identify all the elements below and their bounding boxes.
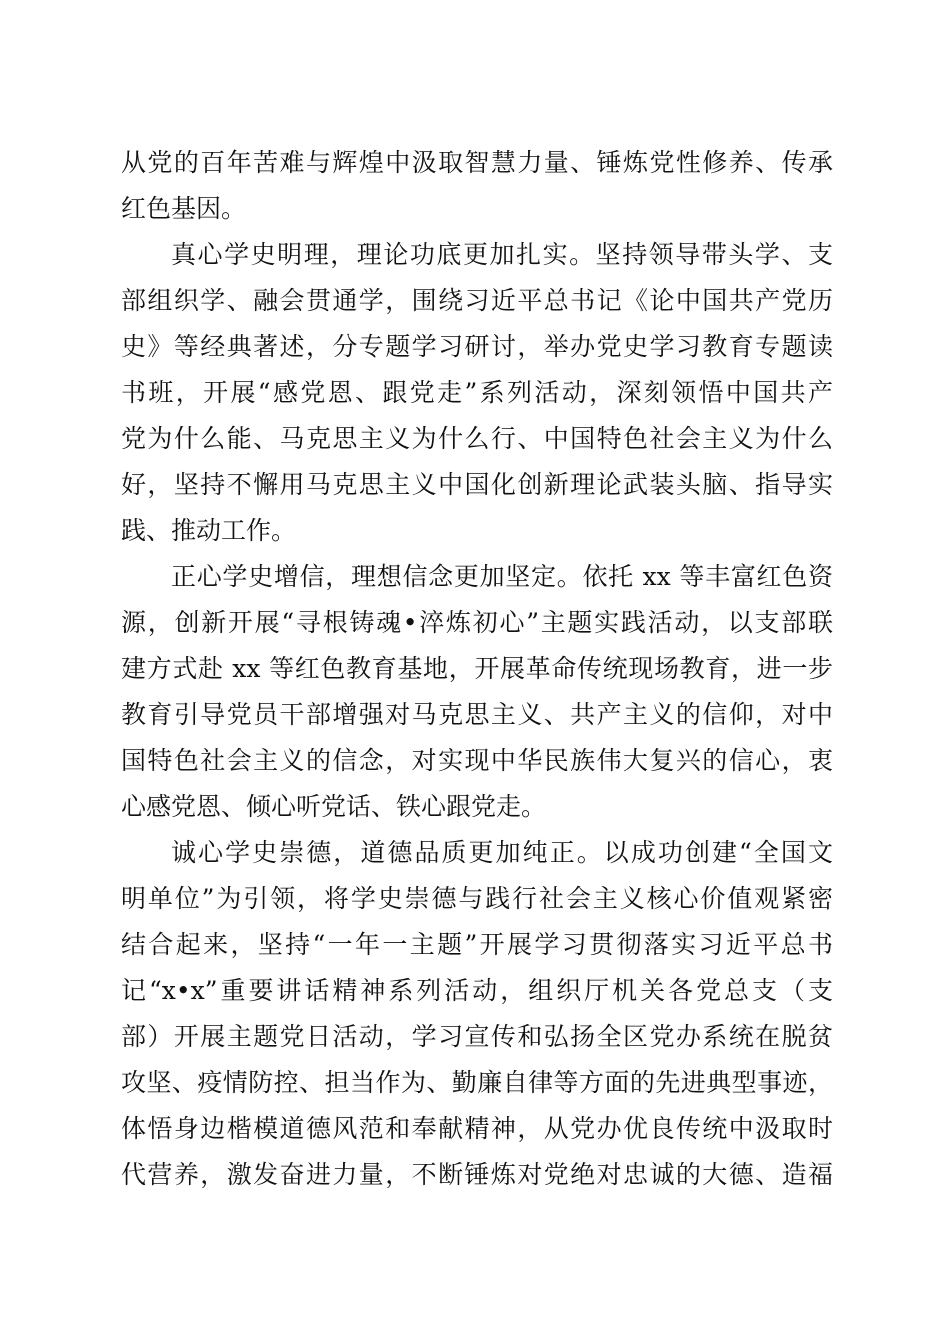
text-line: 从党的百年苦难与辉煌中汲取智慧力量、锤炼党性修养、传承	[121, 148, 833, 177]
text-line: 建方式赴 xx 等红色教育基地，开展革命传统现场教育，进一步	[121, 654, 833, 683]
text-line: 红色基因。	[121, 194, 247, 223]
text-line: 攻坚、疫情防控、担当作为、勤廉自律等方面的先进典型事迹，	[121, 1068, 833, 1097]
text-line: 践、推动工作。	[121, 516, 297, 545]
text-line: 党为什么能、马克思主义为什么行、中国特色社会主义为什么	[121, 424, 833, 453]
paragraph-start-line: 真心学史明理，理论功底更加扎实。坚持领导带头学、支	[171, 240, 833, 269]
text-line: 好，坚持不懈用马克思主义中国化创新理论武装头脑、指导实	[121, 470, 833, 499]
text-line: 书班，开展“感党恩、跟党走”系列活动，深刻领悟中国共产	[121, 378, 833, 407]
text-line: 结合起来，坚持“一年一主题”开展学习贯彻落实习近平总书	[121, 930, 833, 959]
paragraph-start-line: 正心学史增信，理想信念更加坚定。依托 xx 等丰富红色资	[171, 562, 833, 591]
text-line: 体悟身边楷模道德风范和奉献精神，从党办优良传统中汲取时	[121, 1114, 833, 1143]
text-line: 源，创新开展“寻根铸魂•淬炼初心”主题实践活动，以支部联	[121, 608, 833, 637]
text-line: 教育引导党员干部增强对马克思主义、共产主义的信仰，对中	[121, 700, 833, 729]
text-line: 心感党恩、倾心听党话、铁心跟党走。	[121, 792, 547, 821]
text-line: 史》等经典著述，分专题学习研讨，举办党史学习教育专题读	[121, 332, 833, 361]
text-line: 部）开展主题党日活动，学习宣传和弘扬全区党办系统在脱贫	[121, 1022, 833, 1051]
text-line: 国特色社会主义的信念，对实现中华民族伟大复兴的信心，衷	[121, 746, 833, 775]
text-line: 明单位”为引领，将学史崇德与践行社会主义核心价值观紧密	[121, 884, 833, 913]
text-line: 代营养，激发奋进力量，不断锤炼对党绝对忠诚的大德、造福	[121, 1160, 833, 1189]
text-line: 部组织学、融会贯通学，围绕习近平总书记《论中国共产党历	[121, 286, 833, 315]
text-line: 记“x•x”重要讲话精神系列活动，组织厅机关各党总支（支	[121, 976, 833, 1005]
paragraph-start-line: 诚心学史崇德，道德品质更加纯正。以成功创建“全国文	[171, 838, 833, 867]
